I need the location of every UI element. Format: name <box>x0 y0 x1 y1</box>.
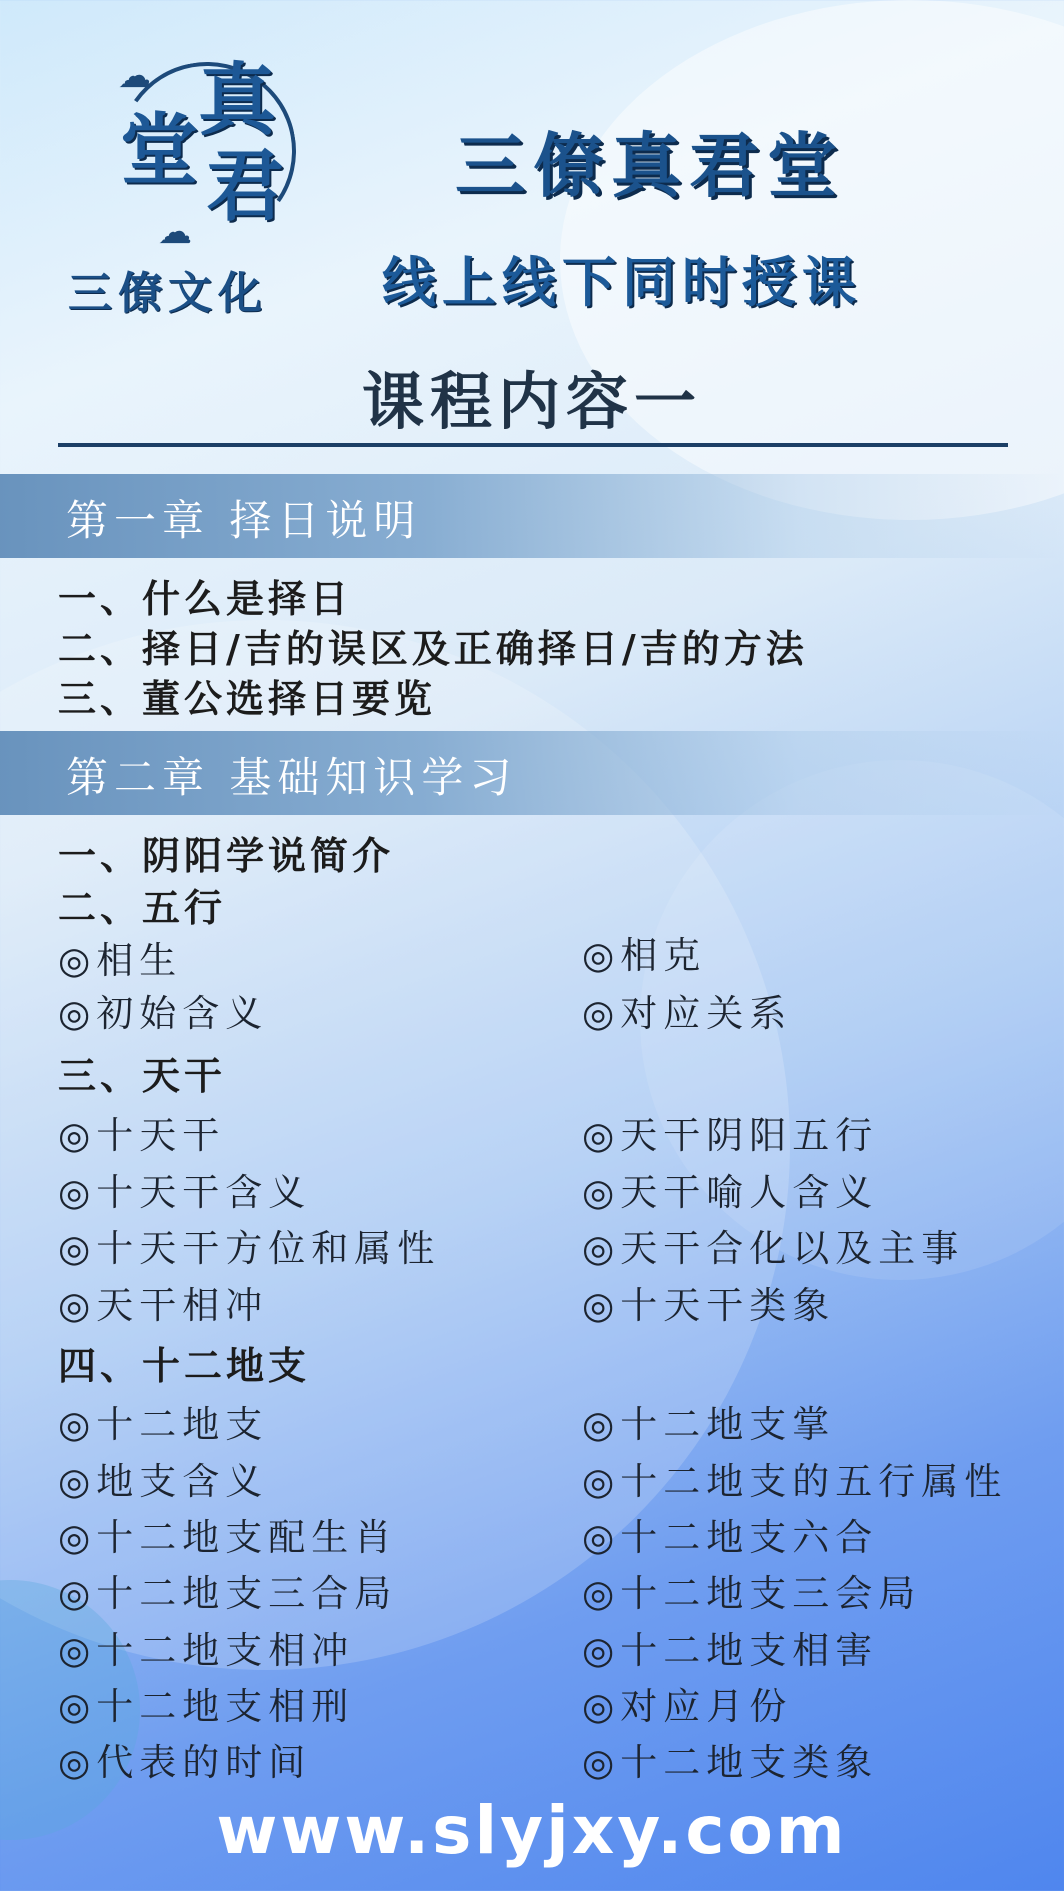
list-item: 三、董公选择日要览 <box>58 677 437 721</box>
list-item: ◎相克 <box>582 934 707 977</box>
section-heading: 一、阴阳学说简介 <box>58 834 395 878</box>
list-item: ◎十二地支三合局 <box>58 1572 398 1615</box>
chapter-header <box>0 731 1064 815</box>
list-item: ◎十二地支配生肖 <box>58 1516 398 1559</box>
list-item: ◎相生 <box>58 939 183 982</box>
logo-char: 君 <box>206 141 285 232</box>
list-item: ◎十二地支掌 <box>582 1403 836 1446</box>
brand-logo <box>58 52 358 319</box>
list-item: ◎天干阴阳五行 <box>582 1114 879 1157</box>
list-item: ◎十二地支相害 <box>582 1629 879 1672</box>
list-item: ◎代表的时间 <box>58 1741 312 1784</box>
list-item: ◎初始含义 <box>58 992 269 1035</box>
chapter-title: 第二章 基础知识学习 <box>66 753 518 802</box>
list-item: ◎十二地支三会局 <box>582 1572 922 1615</box>
list-item: ◎天干合化以及主事 <box>582 1227 965 1270</box>
list-item: ◎天干相冲 <box>58 1284 269 1327</box>
logo-char: 堂 <box>120 105 199 196</box>
chapter-header <box>0 474 1064 558</box>
section-heading: 二、五行 <box>58 886 227 930</box>
list-item: ◎十天干类象 <box>582 1284 836 1327</box>
section-heading: 四、十二地支 <box>58 1344 311 1388</box>
list-item: ◎十二地支 <box>58 1403 269 1446</box>
list-item: 一、什么是择日 <box>58 577 353 621</box>
list-item: ◎十天干含义 <box>58 1171 312 1214</box>
course-title: 课程内容一 <box>361 365 702 438</box>
list-item: ◎十二地支类象 <box>582 1741 879 1784</box>
logo-subtitle: 三僚文化 <box>68 268 268 319</box>
list-item: ◎十二地支六合 <box>582 1516 879 1559</box>
brand-subtitle: 线上线下同时授课 <box>382 251 862 314</box>
list-item: 二、择日/吉的误区及正确择日/吉的方法 <box>58 627 808 671</box>
list-item: ◎十二地支相刑 <box>58 1685 355 1728</box>
list-item: ◎十二地支相冲 <box>58 1629 355 1672</box>
website-url: www.slyjxy.com <box>216 1792 848 1869</box>
list-item: ◎地支含义 <box>58 1460 269 1503</box>
list-item: ◎十二地支的五行属性 <box>582 1460 1008 1503</box>
list-item: ◎对应关系 <box>582 992 793 1035</box>
chapter-title: 第一章 择日说明 <box>66 496 422 545</box>
list-item: ◎天干喻人含义 <box>582 1171 879 1214</box>
list-item: ◎对应月份 <box>582 1685 793 1728</box>
section-heading: 三、天干 <box>58 1054 227 1098</box>
list-item: ◎十天干 <box>58 1114 226 1157</box>
logo-char: 真 <box>198 55 277 146</box>
cloud-icon: ☁ <box>158 212 192 252</box>
brand-title: 三僚真君堂 <box>455 125 845 207</box>
title-divider <box>58 443 1008 447</box>
cloud-icon: ☁ <box>118 56 152 96</box>
list-item: ◎十天干方位和属性 <box>58 1227 441 1270</box>
